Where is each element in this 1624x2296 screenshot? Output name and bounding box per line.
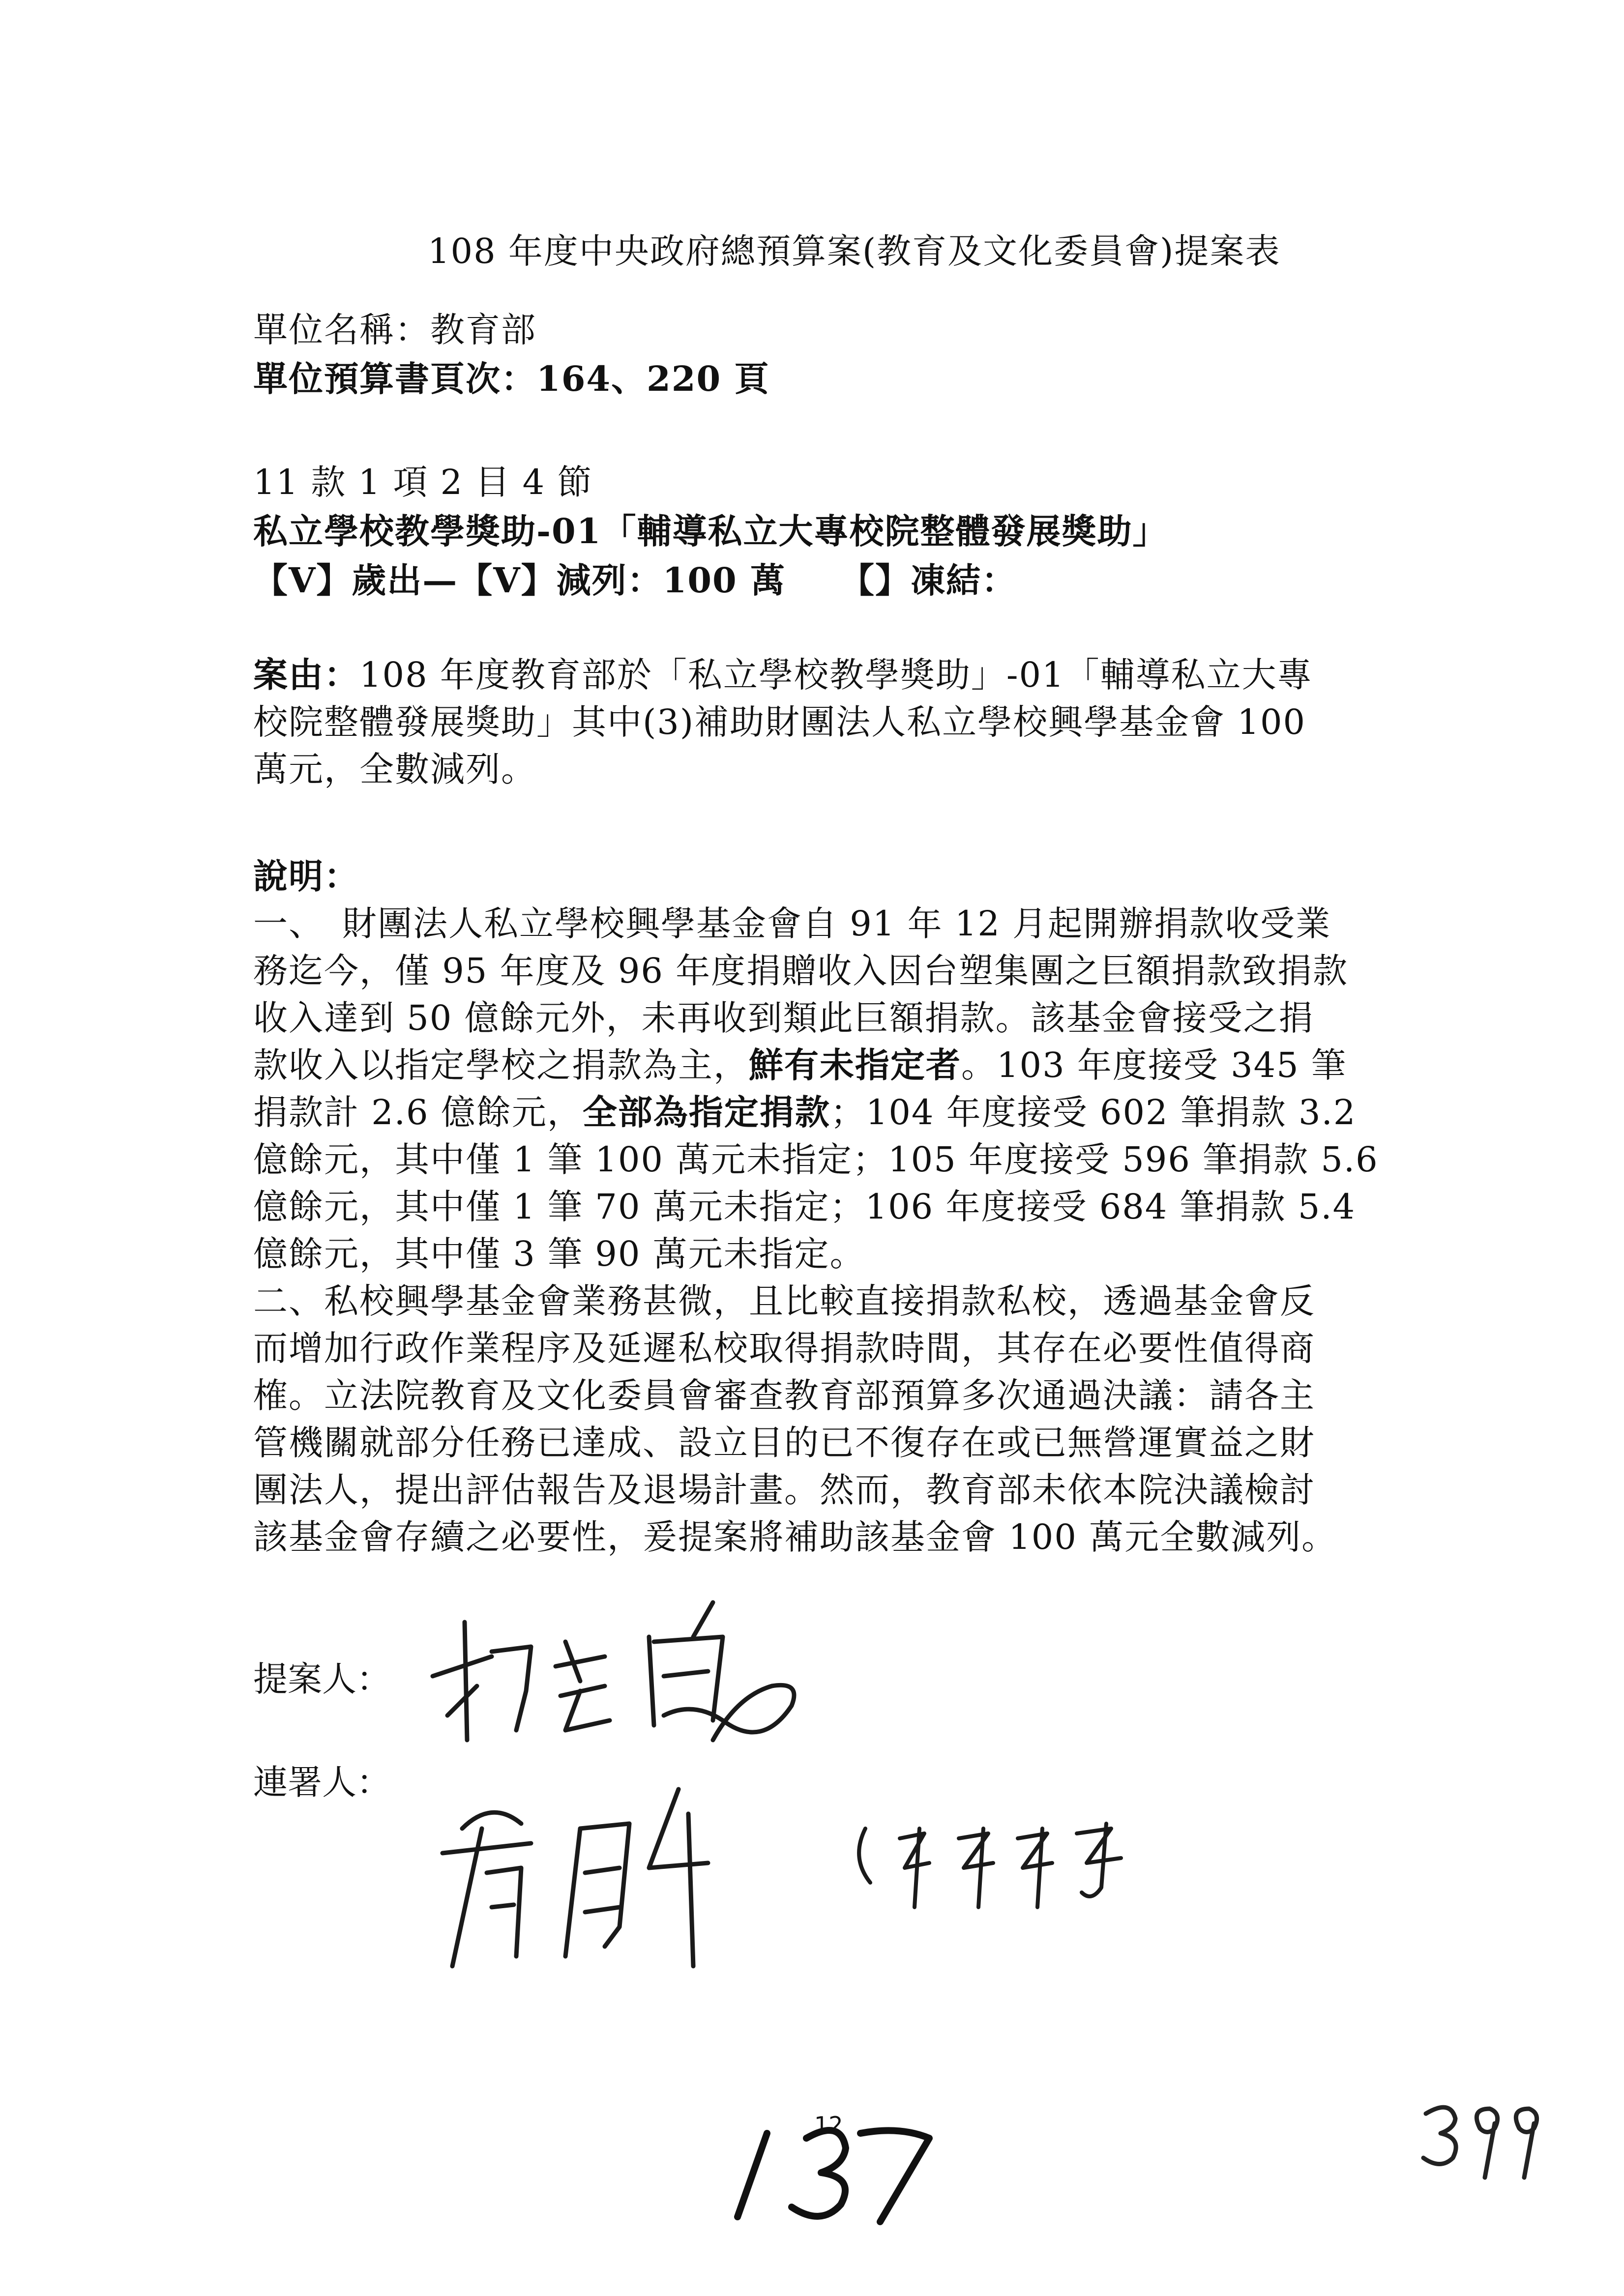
explanation-line: 榷。立法院教育及文化委員會審查教育部預算多次通過決議：請各主 <box>253 1375 1315 1416</box>
program-name: 私立學校教學獎助-01「輔導私立大專校院整體發展獎助」 <box>253 511 1168 552</box>
explanation-line: 團法人，提出評估報告及退場計畫。然而，教育部未依本院決議檢討 <box>253 1470 1315 1510</box>
explanation-block <box>253 853 1384 1561</box>
page-number: 12 <box>814 2112 843 2138</box>
explanation-line: 管機關就部分任務已達成、設立目的已不復存在或已無營運實益之財 <box>253 1423 1315 1463</box>
proposer-label: 提案人： <box>253 1659 391 1699</box>
reason-line: 校院整體發展獎助」其中(3)補助財團法人私立學校興學基金會 100 <box>253 702 1306 742</box>
explanation-line: 二、私校興學基金會業務甚微，且比較直接捐款私校，透過基金會反 <box>253 1281 1315 1321</box>
proposer-signature <box>418 1593 821 1755</box>
reason-line: 萬元，全數減列。 <box>253 749 536 789</box>
action-expense: 【V】歲出—【V】減列：100 萬 <box>253 560 786 601</box>
text-run: ；104 年度接受 602 筆捐款 3.2 <box>830 1092 1357 1133</box>
budget-pages: 單位預算書頁次：164、220 頁 <box>253 358 770 399</box>
explanation-line: 億餘元，其中僅 1 筆 100 萬元未指定；105 年度接受 596 筆捐款 5.6 <box>253 1139 1379 1180</box>
explanation-line <box>253 1089 1384 1136</box>
reason-label: 案由： <box>253 654 359 695</box>
reason-block <box>253 651 1384 793</box>
emphasis-text: 鮮有未指定者 <box>749 1045 961 1085</box>
text-run: 捐款計 2.6 億餘元， <box>253 1092 583 1133</box>
explanation-line: 收入達到 50 億餘元外，未再收到類此巨額捐款。該基金會接受之捐 <box>253 998 1314 1038</box>
explanation-line: 而增加行政作業程序及延遲私校取得捐款時間，其存在必要性值得商 <box>253 1328 1315 1368</box>
explanation-label: 說明： <box>253 856 359 897</box>
text-run: 。103 年度接受 345 筆 <box>961 1045 1347 1085</box>
action-line <box>253 553 1017 603</box>
cosigner-signature-1 <box>433 1770 747 1976</box>
document-title: 108 年度中央政府總預算案(教育及文化委員會)提案表 <box>428 231 1281 271</box>
handwritten-number-center <box>713 2079 949 2227</box>
emphasis-text: 全部為指定捐款 <box>582 1092 830 1133</box>
unit-name: 單位名稱：教育部 <box>253 310 536 350</box>
handwritten-number-right <box>1416 2079 1554 2187</box>
explanation-line: 該基金會存續之必要性，爰提案將補助該基金會 100 萬元全數減列。 <box>253 1517 1337 1557</box>
budget-section: 11 款 1 項 2 目 4 節 <box>253 462 593 502</box>
explanation-line: 務迄今，僅 95 年度及 96 年度捐贈收入因台塑集團之巨額捐款致捐款 <box>253 951 1349 991</box>
explanation-line: 億餘元，其中僅 1 筆 70 萬元未指定；106 年度接受 684 筆捐款 5.4 <box>253 1187 1356 1227</box>
cosigner-signature-2 <box>846 1809 1160 1917</box>
text-run: 款收入以指定學校之捐款為主， <box>253 1045 749 1085</box>
cosigner-label: 連署人： <box>253 1762 391 1802</box>
action-freeze: 【】凍結： <box>840 560 1017 601</box>
explanation-line: 億餘元，其中僅 3 筆 90 萬元未指定。 <box>253 1234 865 1274</box>
explanation-line: 一、 財團法人私立學校興學基金會自 91 年 12 月起開辦捐款收受業 <box>253 903 1331 944</box>
explanation-line <box>253 1042 1384 1089</box>
reason-line: 108 年度教育部於「私立學校教學獎助」-01「輔導私立大專 <box>359 655 1313 695</box>
